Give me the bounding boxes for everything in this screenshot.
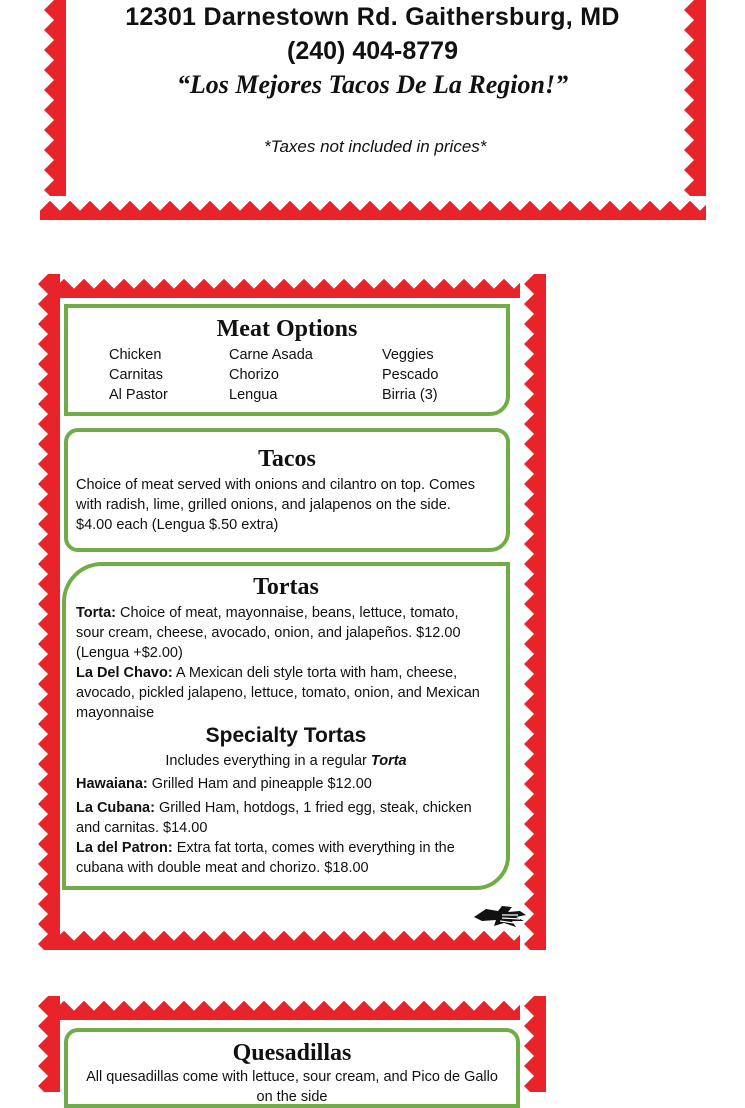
tacos-price-line: $4.00 each (Lengua $.50 extra) — [76, 517, 279, 533]
specialty-list — [66, 774, 506, 878]
restaurant-slogan: “Los Mejores Tacos De La Region!” — [176, 70, 569, 99]
tacos-desc-line: Choice of meat served with onions and cilantro on top. Comes — [76, 477, 475, 493]
cubana-line — [76, 798, 506, 818]
restaurant-phone: (240) 404-8779 — [287, 37, 458, 65]
patron-text: Extra fat torta, comes with everything in the — [172, 840, 455, 856]
meat-item: Carnitas — [109, 367, 163, 383]
meat-column-3 — [382, 345, 438, 405]
taxes-note: *Taxes not included in prices* — [264, 137, 487, 156]
includes-bold: Torta — [370, 753, 407, 769]
chavo-line: mayonnaise — [76, 705, 155, 721]
chavo-text: A Mexican deli style torta with ham, cheese, — [172, 665, 458, 681]
tacos-description — [68, 475, 506, 535]
chavo-name: La Del Chavo: — [76, 665, 173, 681]
cubana-text: Grilled Ham, hotdogs, 1 fried egg, steak, chicken — [154, 800, 472, 816]
restaurant-address: 12301 Darnestown Rd. Gaithersburg, MD — [125, 3, 620, 31]
torta-line: sour cream, cheese, avocado, onion, and jalapeños. $12.00 — [76, 625, 461, 641]
cubana-name: La Cubana: — [76, 800, 155, 816]
meat-item: Chorizo — [229, 367, 279, 383]
patron-line: cubana with double meat and chorizo. $18.00 — [76, 860, 369, 876]
specialty-tortas-title: Specialty Tortas — [205, 724, 367, 747]
patron-line — [76, 838, 506, 858]
hawaiana-name: Hawaiana: — [76, 776, 148, 792]
meat-item: Birria (3) — [382, 387, 438, 403]
tacos-title: Tacos — [258, 446, 316, 472]
torta-text: Choice of meat, mayonnaise, beans, lettuce, tomato, — [116, 605, 459, 621]
meat-options-box — [64, 304, 510, 416]
meat-column-2 — [229, 345, 313, 405]
menu-border-bottom — [34, 926, 546, 950]
tacos-desc-line: with radish, lime, grilled onions, and jalapenos on the side. — [76, 497, 451, 513]
quesadillas-description — [68, 1067, 516, 1107]
header-border-left — [40, 0, 66, 220]
menu-border-right — [520, 274, 546, 950]
hawaiana-line — [76, 774, 506, 794]
quesadillas-desc-line: on the side — [256, 1089, 328, 1105]
cubana-line: and carnitas. $14.00 — [76, 820, 208, 836]
menu2-border-left — [34, 996, 60, 1092]
torta-name: Torta: — [76, 605, 117, 621]
hawaiana-text: Grilled Ham and pineapple $12.00 — [147, 776, 372, 792]
torta-line — [76, 603, 506, 623]
meat-column-1 — [109, 345, 168, 405]
meat-item: Carne Asada — [229, 347, 313, 363]
menu2-border-right — [520, 996, 546, 1092]
torta-line: (Lengua +$2.00) — [76, 645, 183, 661]
includes-text: Includes everything in a regular — [165, 753, 371, 769]
header-border-right — [680, 0, 706, 220]
meat-item: Pescado — [382, 367, 439, 383]
menu-border-left — [34, 274, 60, 950]
meat-item: Al Pastor — [109, 387, 168, 403]
tortas-title: Tortas — [253, 574, 319, 600]
eagle-logo-icon — [472, 903, 528, 929]
meat-options-title: Meat Options — [216, 316, 358, 342]
quesadillas-box — [64, 1028, 520, 1108]
menu2-border-top — [34, 996, 546, 1020]
quesadillas-title: Quesadillas — [232, 1040, 352, 1066]
specialty-includes — [66, 751, 506, 771]
chavo-line — [76, 663, 506, 683]
chavo-line: avocado, pickled jalapeno, lettuce, tomato, onion, and Mexican — [76, 685, 480, 701]
tortas-description — [66, 603, 506, 723]
tacos-box — [64, 428, 510, 552]
quesadillas-desc-line: All quesadillas come with lettuce, sour cream, and Pico de Gallo — [86, 1069, 498, 1085]
menu-border-top — [34, 274, 546, 298]
patron-name: La del Patron: — [76, 840, 173, 856]
meat-item: Veggies — [382, 347, 434, 363]
meat-item: Chicken — [109, 347, 162, 363]
meat-item: Lengua — [229, 387, 278, 403]
tortas-box — [62, 562, 510, 890]
header-border-bottom — [40, 196, 706, 220]
